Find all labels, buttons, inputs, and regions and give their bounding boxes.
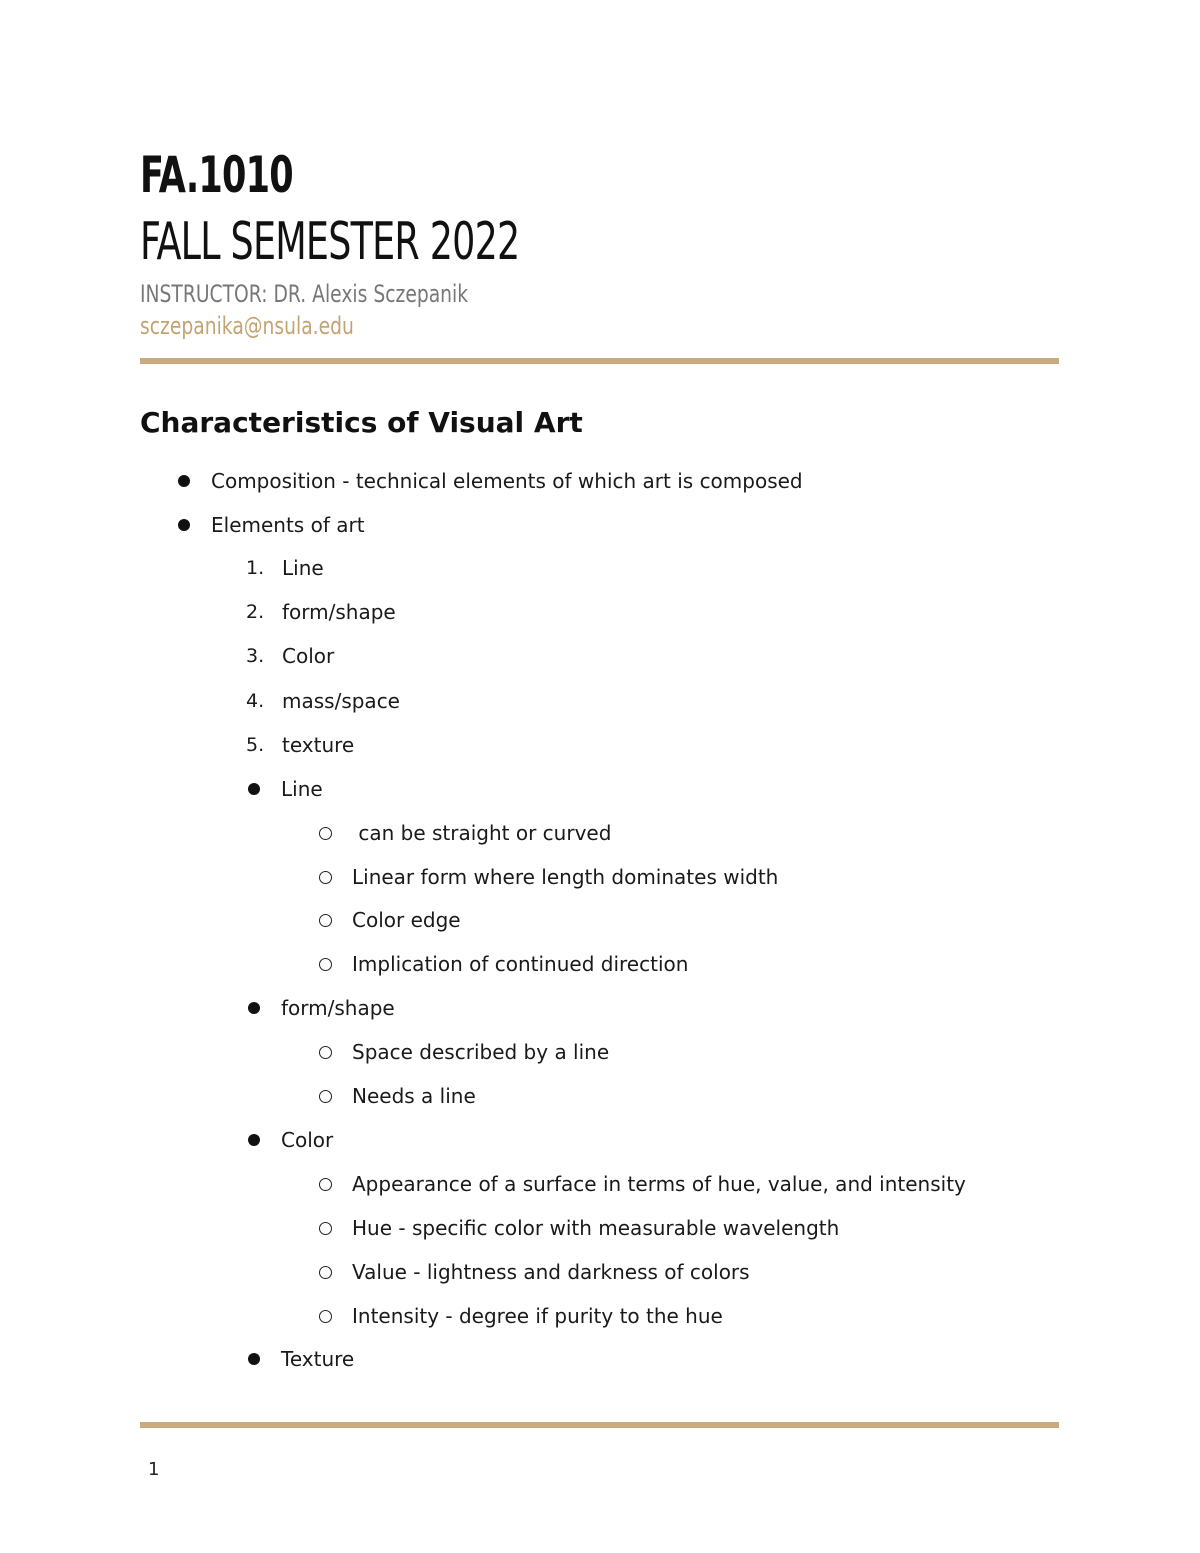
list-item-text: Hue - specific color with measurable wavelength (352, 1216, 840, 1240)
numbered-item (246, 686, 400, 716)
item-number: 3. (246, 645, 265, 667)
sub-list-item (319, 818, 611, 848)
list-item-text: form/shape (281, 996, 395, 1020)
list-item-texture (248, 1344, 354, 1374)
sub-list-item (319, 1169, 966, 1199)
list-item-form-shape (248, 993, 395, 1023)
item-number: 5. (246, 734, 265, 756)
sub-list-item (319, 1037, 609, 1067)
bullet-circle-icon (319, 914, 332, 927)
footer-divider (140, 1422, 1059, 1428)
bullet-circle-icon (319, 1046, 332, 1059)
header-divider (140, 358, 1059, 364)
sub-list-item (319, 949, 688, 979)
bullet-disc-icon (248, 1002, 260, 1014)
item-number: 4. (246, 690, 265, 712)
list-item-text: Color (282, 644, 335, 668)
list-item-text: mass/space (282, 689, 400, 713)
list-item-text: form/shape (282, 600, 396, 624)
bullet-disc-icon (248, 1134, 260, 1146)
numbered-item (246, 641, 334, 671)
numbered-item (246, 553, 324, 583)
list-item-line (248, 774, 323, 804)
page-number: 1 (148, 1459, 160, 1480)
list-item-text: Linear form where length dominates width (352, 865, 779, 889)
list-item-color (248, 1125, 333, 1155)
section-heading: Characteristics of Visual Art (140, 406, 583, 439)
bullet-circle-icon (319, 958, 332, 971)
bullet-circle-icon (319, 1310, 332, 1323)
item-number: 2. (246, 601, 265, 623)
bullet-disc-icon (248, 1353, 260, 1365)
list-item-text: Composition - technical elements of which art is composed (211, 469, 803, 493)
list-item-text: Elements of art (211, 513, 365, 537)
course-code: FA.1010 (140, 146, 293, 204)
bullet-circle-icon (319, 1090, 332, 1103)
list-item-text: Value - lightness and darkness of colors (352, 1260, 750, 1284)
list-item-text: Color edge (352, 908, 461, 932)
list-item-text: Texture (281, 1347, 355, 1371)
list-item-elements-of-art (178, 510, 365, 540)
list-item-text: texture (282, 733, 355, 757)
list-item-text: can be straight or curved (352, 821, 612, 845)
instructor-name: INSTRUCTOR: DR. Alexis Sczepanik (140, 280, 469, 308)
semester-title: FALL SEMESTER 2022 (140, 212, 520, 272)
sub-list-item (319, 1213, 839, 1243)
list-item-text: Space described by a line (352, 1040, 610, 1064)
bullet-disc-icon (178, 519, 190, 531)
sub-list-item (319, 1301, 723, 1331)
bullet-circle-icon (319, 827, 332, 840)
list-item-text: Appearance of a surface in terms of hue, value, and intensity (352, 1172, 966, 1196)
list-item-text: Line (281, 777, 323, 801)
bullet-circle-icon (319, 1222, 332, 1235)
bullet-disc-icon (248, 783, 260, 795)
bullet-circle-icon (319, 1266, 332, 1279)
list-item-composition (178, 466, 803, 496)
sub-list-item (319, 862, 778, 892)
bullet-circle-icon (319, 1178, 332, 1191)
numbered-item (246, 730, 354, 760)
sub-list-item (319, 905, 461, 935)
list-item-text: Line (282, 556, 324, 580)
item-number: 1. (246, 557, 265, 579)
bullet-circle-icon (319, 871, 332, 884)
numbered-item (246, 597, 396, 627)
list-item-text: Color (281, 1128, 334, 1152)
instructor-email: sczepanika@nsula.edu (140, 312, 354, 340)
list-item-text: Needs a line (352, 1084, 476, 1108)
list-item-text: Implication of continued direction (352, 952, 689, 976)
sub-list-item (319, 1257, 750, 1287)
bullet-disc-icon (178, 475, 190, 487)
list-item-text: Intensity - degree if purity to the hue (352, 1304, 723, 1328)
sub-list-item (319, 1081, 476, 1111)
